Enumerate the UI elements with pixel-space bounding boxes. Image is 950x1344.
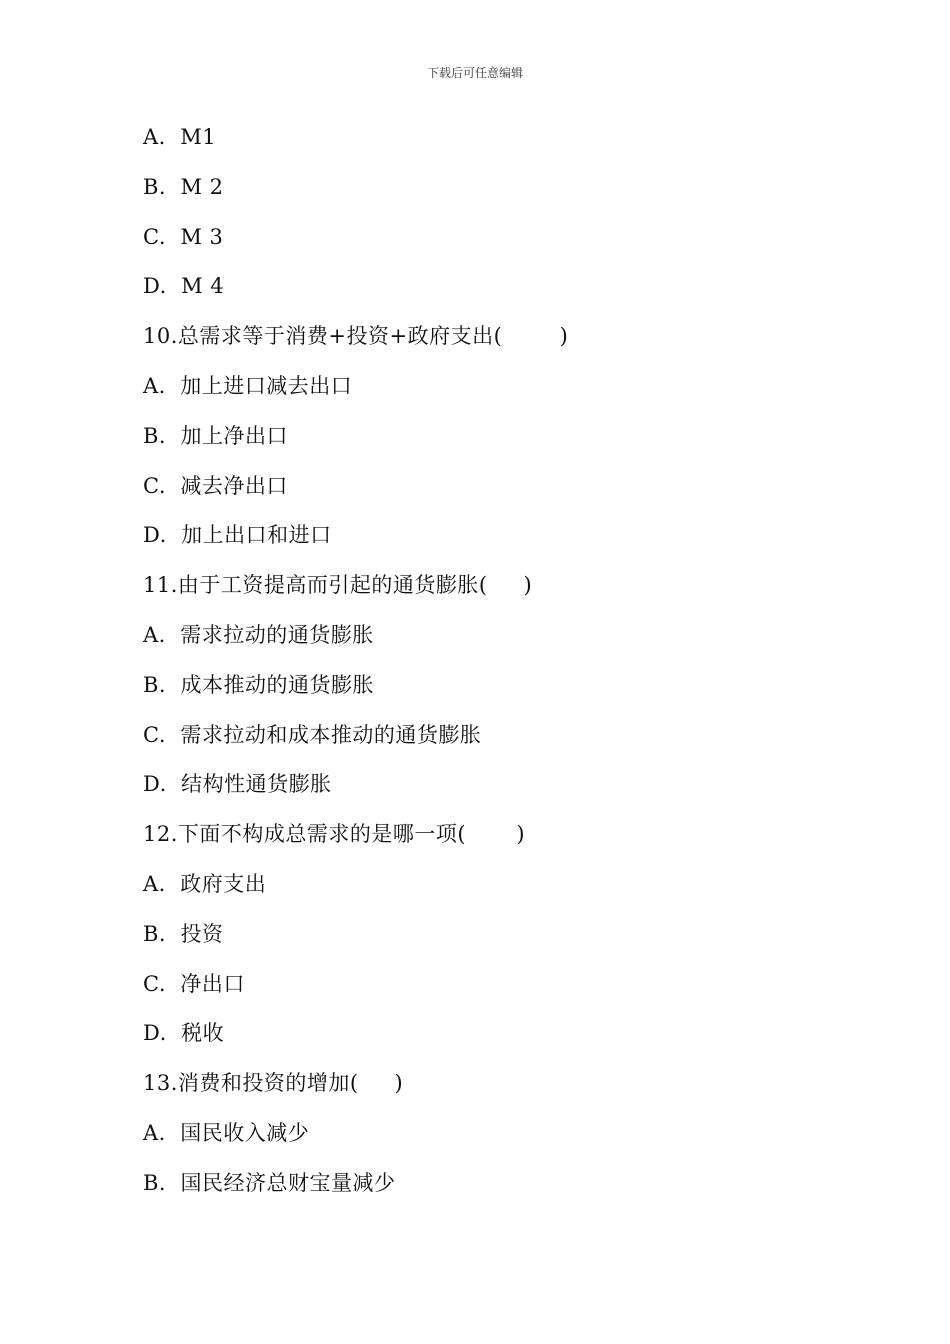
option-line: C. 需求拉动和成本推动的通货膨胀 (143, 722, 482, 747)
option-line: A. 国民收入减少 (143, 1120, 310, 1145)
option-line: C. M 3 (143, 224, 224, 249)
option-line: B. M 2 (143, 174, 224, 199)
question-10: 10.总需求等于消费+投资+政府支出( ) (143, 324, 569, 349)
question-13: 13.消费和投资的增加( ) (143, 1071, 404, 1096)
option-line: B. 成本推动的通货膨胀 (143, 672, 374, 697)
page-header: 下载后可任意编辑 (426, 66, 523, 80)
option-line: B. 国民经济总财宝量减少 (143, 1170, 396, 1195)
option-line: A. 政府支出 (143, 871, 267, 896)
option-line: B. 加上净出口 (143, 423, 288, 448)
option-line: B. 投资 (143, 921, 224, 946)
option-line: A. 加上进口减去出口 (143, 373, 353, 398)
option-line: D. 税收 (143, 1021, 225, 1046)
option-line: C. 减去净出口 (143, 473, 288, 498)
document-body (143, 121, 843, 1217)
option-line: D. 结构性通货膨胀 (143, 772, 332, 797)
option-line: C. 净出口 (143, 971, 245, 996)
question-12: 12.下面不构成总需求的是哪一项( ) (143, 822, 526, 847)
option-line: D. 加上出口和进口 (143, 523, 332, 548)
option-line: D. M 4 (143, 274, 225, 299)
option-line: A. 需求拉动的通货膨胀 (143, 622, 374, 647)
question-11: 11.由于工资提高而引起的通货膨胀( ) (143, 573, 533, 598)
option-line: A. M1 (143, 125, 217, 149)
